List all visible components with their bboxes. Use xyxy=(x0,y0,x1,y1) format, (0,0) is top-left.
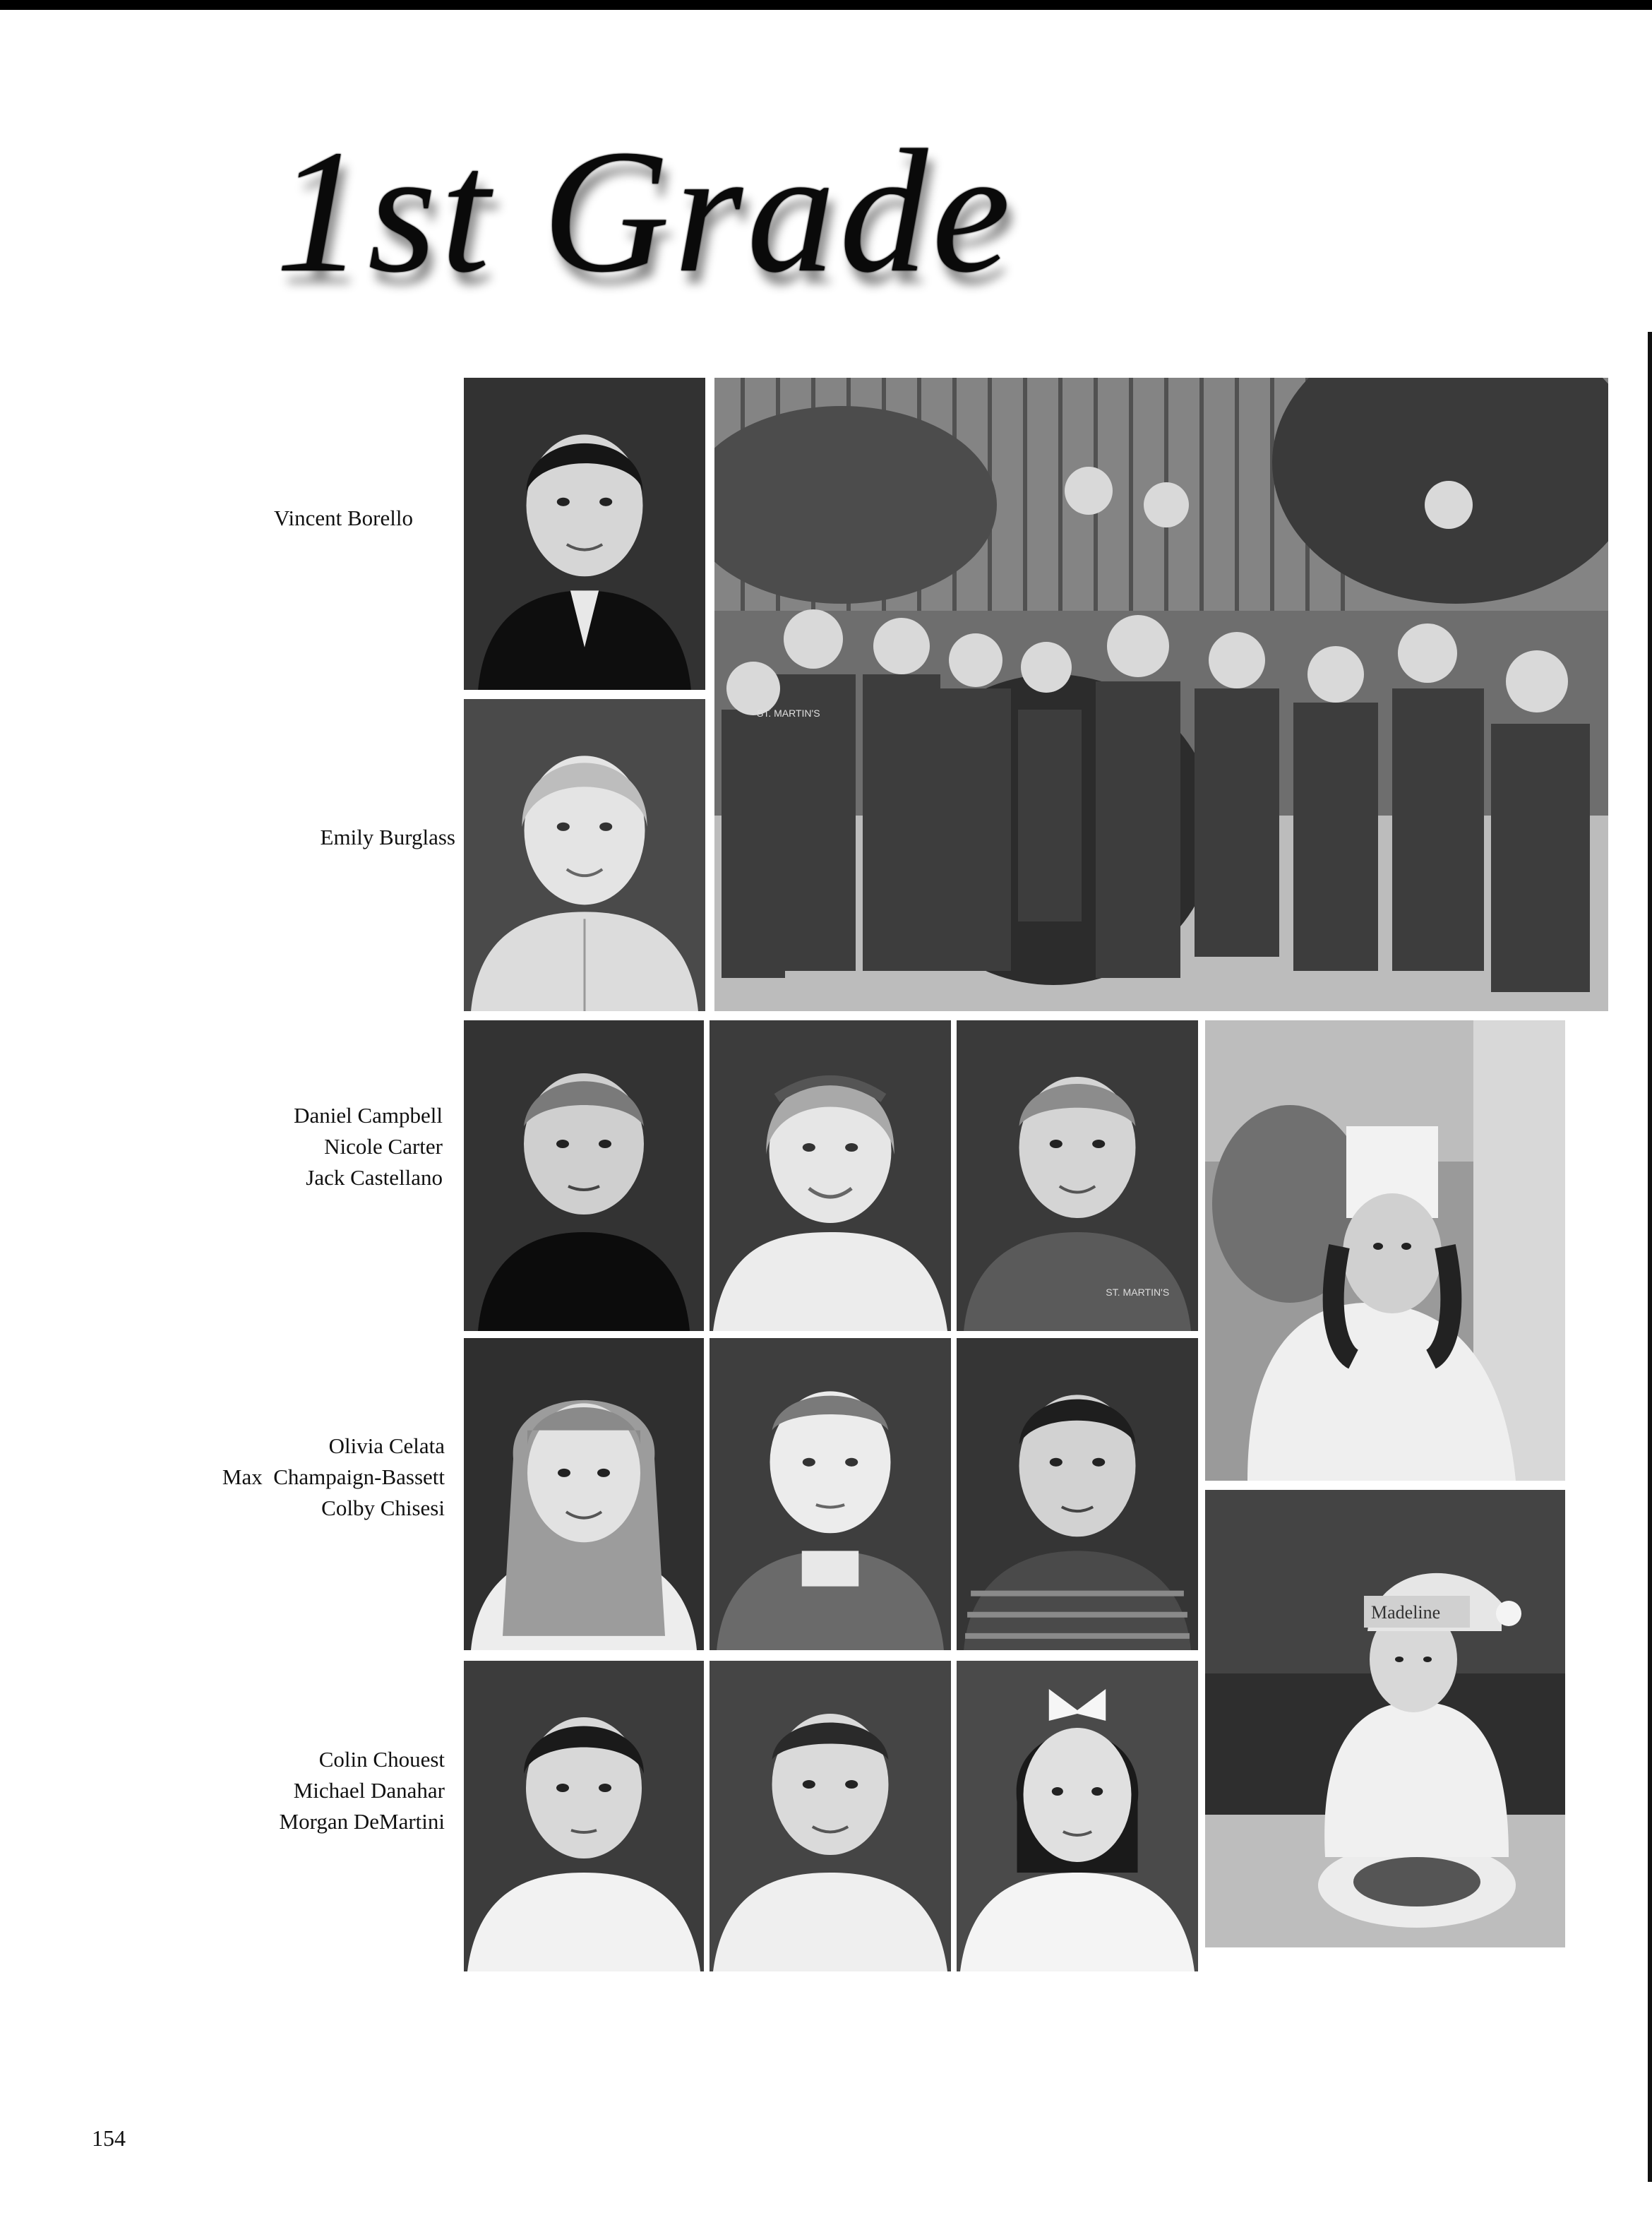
candid-photo-chef-hat xyxy=(1205,1020,1565,1481)
name-group-1 xyxy=(212,503,413,534)
candid-photo-santa-hat xyxy=(1205,1490,1565,1947)
name-group-2 xyxy=(212,822,455,853)
student-name: Emily Burglass xyxy=(320,825,455,849)
student-name: Colby Chisesi xyxy=(321,1496,445,1520)
student-name: Max Champaign-Bassett xyxy=(222,1464,445,1489)
portrait-photo xyxy=(710,1020,951,1331)
student-name: Jack Castellano xyxy=(306,1165,443,1190)
page-title: 1st Grade xyxy=(275,114,1015,309)
student-name: Morgan DeMartini xyxy=(279,1809,445,1834)
portrait-photo xyxy=(464,1661,704,1971)
student-name: Daniel Campbell xyxy=(294,1103,443,1128)
portrait-photo xyxy=(957,1020,1198,1331)
portrait-photo xyxy=(957,1661,1198,1971)
student-name: Michael Danahar xyxy=(293,1778,445,1803)
name-group-3 xyxy=(212,1100,443,1193)
class-group-photo xyxy=(714,378,1608,1011)
student-name: Nicole Carter xyxy=(324,1134,443,1159)
top-border xyxy=(0,0,1652,10)
shirt-logo-text: ST. MARTIN'S xyxy=(757,708,820,719)
student-name: Vincent Borello xyxy=(273,506,413,530)
page-number: 154 xyxy=(92,2125,126,2151)
student-name: Olivia Celata xyxy=(328,1433,445,1458)
name-group-4 xyxy=(169,1431,445,1524)
portrait-photo xyxy=(957,1338,1198,1650)
portrait-photo xyxy=(710,1661,951,1971)
polo-logo-text: ST. MARTIN'S xyxy=(1106,1287,1170,1298)
portrait-photo xyxy=(464,699,705,1011)
portrait-photo xyxy=(464,1020,704,1331)
portrait-photo xyxy=(464,378,705,690)
hat-name-text: Madeline xyxy=(1371,1602,1441,1623)
portrait-photo xyxy=(710,1338,951,1650)
right-edge-rule xyxy=(1648,332,1652,2182)
portrait-photo xyxy=(464,1338,704,1650)
name-group-5 xyxy=(212,1744,445,1837)
student-name: Colin Chouest xyxy=(318,1747,445,1772)
